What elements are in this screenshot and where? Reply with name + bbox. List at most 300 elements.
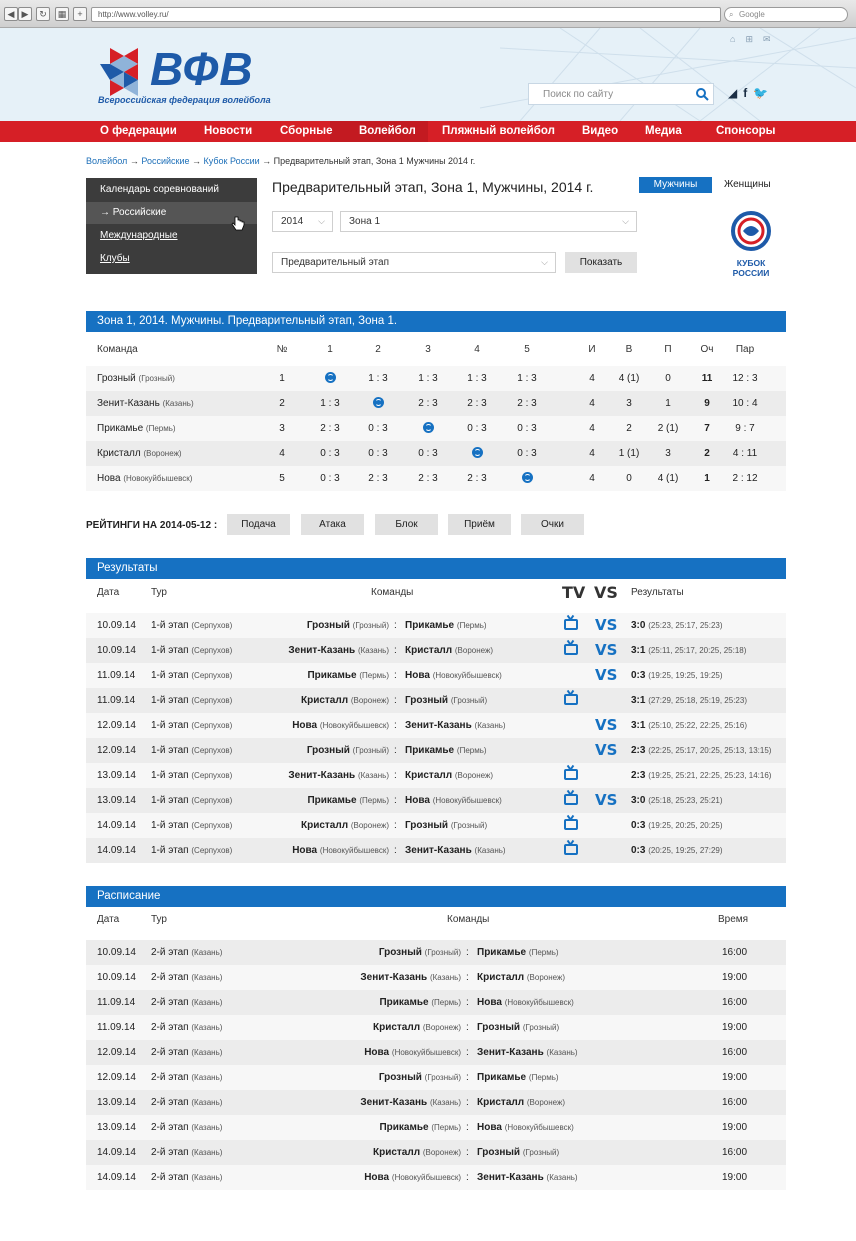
nav-item-beach-volleyball[interactable]: Пляжный волейбол <box>442 125 555 137</box>
result-row[interactable] <box>86 788 786 813</box>
result-row[interactable] <box>86 838 786 863</box>
standings-row[interactable] <box>86 416 786 441</box>
standings-header-row <box>86 337 786 362</box>
away-team-city: (Грозный) <box>522 1148 560 1157</box>
home-team-name[interactable]: Грозный <box>306 745 350 756</box>
away-team-name[interactable]: Нова <box>405 795 430 806</box>
teams-separator: : <box>394 695 397 706</box>
away-team-name[interactable]: Грозный <box>477 1022 521 1033</box>
rating-block-button[interactable]: Блок <box>375 514 438 535</box>
result-row[interactable] <box>86 688 786 713</box>
teams-separator: : <box>394 620 397 631</box>
vs-icon[interactable]: VS <box>595 616 618 634</box>
volleyball-icon-cell <box>507 466 547 491</box>
tv-icon[interactable] <box>564 694 578 705</box>
match-score[interactable]: 2:3 <box>631 770 646 781</box>
standings-row[interactable] <box>86 466 786 491</box>
column-header-tour: Тур <box>151 587 167 598</box>
sidebar-item-international[interactable]: Международные <box>100 230 178 241</box>
column-header-teams: Команды <box>447 914 490 925</box>
tour-city: (Серпухов) <box>191 646 233 655</box>
home-team-cell <box>209 940 461 965</box>
away-team-cell <box>477 1140 559 1165</box>
nav-item-news[interactable]: Новости <box>204 125 253 137</box>
tour-city: (Казань) <box>191 948 223 957</box>
away-team-city: (Пермь) <box>456 746 487 755</box>
results-header-row <box>86 580 786 605</box>
away-team-name[interactable]: Грозный <box>477 1147 521 1158</box>
sets-ratio: 12 : 3 <box>732 373 758 384</box>
games-played: 4 <box>589 373 595 384</box>
home-icon[interactable]: ⌂ <box>730 34 746 44</box>
column-header: Пар <box>735 344 755 355</box>
away-team-cell <box>405 713 506 738</box>
tour-name: 1-й этап <box>151 770 189 781</box>
home-team-city: (Казань) <box>429 1098 461 1107</box>
back-icon[interactable]: ◀ <box>4 7 18 21</box>
result-row[interactable] <box>86 738 786 763</box>
result-row[interactable] <box>86 663 786 688</box>
away-team-cell <box>405 738 487 763</box>
home-team-name[interactable]: Нова <box>292 845 318 856</box>
match-score: 2 : 3 <box>418 473 438 484</box>
tv-cell <box>564 813 578 838</box>
vfv-logo-icon <box>100 48 148 96</box>
standings-title: Зона 1, 2014. Мужчины. Предварительный этап, Зона 1. <box>86 311 786 332</box>
match-score: 0 : 3 <box>418 448 438 459</box>
team-number: 3 <box>279 423 285 434</box>
twitter-icon[interactable]: 🐦 <box>753 86 769 100</box>
match-time: 19:00 <box>722 1122 748 1133</box>
tour-name: 2-й этап <box>151 1147 189 1158</box>
logo-text[interactable]: ВФВ <box>150 43 254 95</box>
away-team-cell <box>477 1065 559 1090</box>
away-team-name[interactable]: Нова <box>477 1122 502 1133</box>
tour-name: 2-й этап <box>151 1122 189 1133</box>
column-header: Команда <box>97 344 138 355</box>
home-team-name[interactable]: Прикамье <box>379 1122 429 1133</box>
wins: 0 <box>626 473 632 484</box>
result-cell <box>631 738 771 763</box>
schedule-row[interactable] <box>86 1140 786 1165</box>
sitemap-icon[interactable]: ⊞ <box>745 34 763 44</box>
tour-city: (Казань) <box>191 1173 223 1182</box>
tour-city: (Казань) <box>191 1098 223 1107</box>
teams-separator: : <box>466 1097 469 1108</box>
home-team-name[interactable]: Нова <box>364 1047 390 1058</box>
away-team-name[interactable]: Зенит-Казань <box>405 845 472 856</box>
vs-icon[interactable]: VS <box>595 666 618 684</box>
rating-reception-button[interactable]: Приём <box>448 514 511 535</box>
nav-item-media[interactable]: Медиа <box>645 125 682 137</box>
home-team-city: (Грозный) <box>352 746 389 755</box>
match-date: 11.09.14 <box>97 670 136 681</box>
team-city: (Новокуйбышевск) <box>123 474 193 483</box>
away-team-cell <box>405 838 506 863</box>
home-team-city: (Новокуйбышевск) <box>319 721 389 730</box>
vs-icon[interactable]: VS <box>595 641 618 659</box>
away-team-name[interactable]: Прикамье <box>477 1072 527 1083</box>
teams-separator: : <box>466 947 469 958</box>
home-team-cell <box>137 663 389 688</box>
match-score[interactable]: 3:0 <box>631 620 646 631</box>
match-date: 11.09.14 <box>97 695 136 706</box>
games-played: 4 <box>589 398 595 409</box>
breadcrumb <box>86 156 475 166</box>
schedule-row[interactable] <box>86 990 786 1015</box>
wins: 4 (1) <box>618 373 640 384</box>
site-search-placeholder: Поиск по сайту <box>543 89 614 100</box>
result-row[interactable] <box>86 813 786 838</box>
team-cell <box>97 366 175 391</box>
browser-search-placeholder: Google <box>739 10 765 19</box>
home-team-city: (Воронеж) <box>350 821 389 830</box>
column-header-result: Результаты <box>631 587 684 598</box>
tour-city: (Серпухов) <box>191 721 233 730</box>
vs-icon[interactable]: VS <box>595 741 618 759</box>
sidebar-item-calendar[interactable]: Календарь соревнований <box>100 184 219 195</box>
nav-item-sponsors[interactable]: Спонсоры <box>716 125 776 137</box>
match-score[interactable]: 0:3 <box>631 670 646 681</box>
column-header-tv: TV <box>562 583 586 602</box>
home-team-name[interactable]: Кристалл <box>300 820 349 831</box>
away-team-name[interactable]: Зенит-Казань <box>477 1047 544 1058</box>
team-city: (Грозный) <box>138 374 175 383</box>
show-button[interactable]: Показать <box>565 252 637 273</box>
home-team-cell <box>209 1090 461 1115</box>
tab-men[interactable]: Мужчины <box>639 177 712 193</box>
tour-city: (Серпухов) <box>191 671 233 680</box>
games-played: 4 <box>589 448 595 459</box>
away-team-name[interactable]: Кристалл <box>405 770 453 781</box>
home-team-cell <box>209 990 461 1015</box>
match-date: 14.09.14 <box>97 820 136 831</box>
site-search-input[interactable] <box>528 83 714 105</box>
home-team-name[interactable]: Нова <box>292 720 318 731</box>
tour-city: (Серпухов) <box>191 696 233 705</box>
away-team-city: (Грозный) <box>522 1023 560 1032</box>
vs-icon[interactable]: VS <box>595 791 618 809</box>
away-team-name[interactable]: Грозный <box>405 820 449 831</box>
nav-item-video[interactable]: Видео <box>582 125 619 137</box>
losses: 4 (1) <box>657 473 679 484</box>
main-nav <box>0 121 856 142</box>
home-team-city: (Казань) <box>357 771 389 780</box>
tv-cell <box>564 788 578 813</box>
result-cell <box>631 838 723 863</box>
breadcrumb-link-cup[interactable]: Кубок России <box>203 156 260 166</box>
match-score[interactable]: 3:1 <box>631 645 646 656</box>
breadcrumb-link-russian[interactable]: Российские <box>141 156 190 166</box>
home-team-cell <box>137 763 389 788</box>
result-cell <box>631 663 723 688</box>
teams-separator: : <box>394 645 397 656</box>
away-team-name[interactable]: Прикамье <box>405 620 455 631</box>
home-team-cell <box>209 1040 461 1065</box>
facebook-icon[interactable]: f <box>743 86 748 100</box>
match-score[interactable]: 0:3 <box>631 845 646 856</box>
home-team-city: (Грозный) <box>352 621 389 630</box>
home-team-city: (Пермь) <box>431 1123 461 1132</box>
set-scores: (22:25, 25:17, 20:25, 25:13, 13:15) <box>648 746 772 755</box>
year-select-value: 2014 <box>281 216 304 227</box>
team-city: (Казань) <box>162 399 194 408</box>
away-team-name[interactable]: Прикамье <box>477 947 527 958</box>
home-team-name[interactable]: Кристалл <box>372 1147 421 1158</box>
points: 11 <box>701 373 713 384</box>
standings-row[interactable] <box>86 441 786 466</box>
match-date: 10.09.14 <box>97 972 136 983</box>
tv-cell <box>564 688 578 713</box>
losses: 1 <box>665 398 671 409</box>
schedule-row[interactable] <box>86 1090 786 1115</box>
sidebar-item-russian[interactable]: → Российские <box>100 207 167 218</box>
set-scores: (19:25, 20:25, 20:25) <box>648 821 723 830</box>
away-team-cell <box>477 1115 574 1140</box>
match-time: 16:00 <box>722 1047 748 1058</box>
column-header-vs: VS <box>594 583 618 602</box>
home-team-name[interactable]: Грозный <box>378 947 422 958</box>
rss-icon[interactable]: ◢ <box>728 86 738 100</box>
match-score[interactable]: 3:1 <box>631 720 646 731</box>
home-team-name[interactable]: Грозный <box>306 620 350 631</box>
team-number: 5 <box>279 473 285 484</box>
away-team-cell <box>477 1040 578 1065</box>
home-team-cell <box>137 738 389 763</box>
schedule-row[interactable] <box>86 1165 786 1190</box>
sidebar-menu <box>86 178 257 274</box>
result-cell <box>631 638 746 663</box>
match-score: 1 : 3 <box>517 373 537 384</box>
vs-icon[interactable]: VS <box>595 716 618 734</box>
schedule-row[interactable] <box>86 1065 786 1090</box>
search-icon[interactable] <box>695 87 709 101</box>
breadcrumb-link-volleyball[interactable]: Волейбол <box>86 156 128 166</box>
away-team-name[interactable]: Нова <box>405 670 430 681</box>
add-tab-icon[interactable]: + <box>73 7 87 21</box>
away-team-city: (Грозный) <box>450 696 488 705</box>
away-team-city: (Воронеж) <box>454 771 494 780</box>
away-team-name[interactable]: Кристалл <box>477 972 525 983</box>
team-city: (Пермь) <box>145 424 176 433</box>
stage-select[interactable] <box>272 252 556 273</box>
home-team-cell <box>209 1140 461 1165</box>
team-name[interactable]: Грозный <box>97 373 136 384</box>
browser-search-field[interactable] <box>724 7 848 22</box>
home-team-name[interactable]: Прикамье <box>307 670 357 681</box>
team-number: 1 <box>279 373 285 384</box>
cup-emblem-icon <box>728 208 774 256</box>
team-name[interactable]: Кристалл <box>97 448 141 459</box>
schedule-row[interactable] <box>86 1015 786 1040</box>
away-team-name[interactable]: Зенит-Казань <box>477 1172 544 1183</box>
result-row[interactable] <box>86 713 786 738</box>
match-date: 12.09.14 <box>97 1047 136 1058</box>
column-header-date: Дата <box>97 914 120 925</box>
home-team-name[interactable]: Зенит-Казань <box>288 645 356 656</box>
match-time: 16:00 <box>722 947 748 958</box>
home-team-name[interactable]: Прикамье <box>307 795 357 806</box>
match-date: 12.09.14 <box>97 745 136 756</box>
column-header: П <box>664 344 672 355</box>
home-team-city: (Новокуйбышевск) <box>319 846 389 855</box>
result-row[interactable] <box>86 613 786 638</box>
match-score: 0 : 3 <box>467 423 487 434</box>
schedule-title: Расписание <box>86 886 786 907</box>
sets-ratio: 4 : 11 <box>732 448 758 459</box>
volleyball-icon-cell <box>358 391 398 416</box>
zone-select[interactable] <box>340 211 637 232</box>
nav-item-volleyball[interactable]: Волейбол <box>359 125 416 137</box>
match-score: 2 : 3 <box>368 473 388 484</box>
away-team-cell <box>405 638 493 663</box>
page-title: Предварительный этап, Зона 1, Мужчины, 2014 г. <box>272 179 594 195</box>
standings-row[interactable] <box>86 391 786 416</box>
tour-name: 1-й этап <box>151 845 189 856</box>
column-header: Оч <box>700 344 714 355</box>
home-team-cell <box>137 788 389 813</box>
home-team-name[interactable]: Кристалл <box>300 695 349 706</box>
home-team-city: (Казань) <box>357 646 389 655</box>
wins: 2 <box>626 423 632 434</box>
match-time: 19:00 <box>722 1022 748 1033</box>
bookmarks-icon[interactable]: ▦ <box>55 7 69 21</box>
match-score: 2 : 3 <box>517 398 537 409</box>
away-team-city: (Новокуйбышевск) <box>432 796 502 805</box>
match-score[interactable]: 3:0 <box>631 795 646 806</box>
home-team-name[interactable]: Зенит-Казань <box>288 770 356 781</box>
team-cell <box>97 416 176 441</box>
home-team-name[interactable]: Грозный <box>378 1072 422 1083</box>
result-row[interactable] <box>86 763 786 788</box>
tour-city: (Казань) <box>191 1048 223 1057</box>
match-score[interactable]: 3:1 <box>631 695 646 706</box>
tv-icon[interactable] <box>564 769 578 780</box>
reload-icon[interactable]: ↻ <box>36 7 50 21</box>
teams-separator: : <box>394 845 397 856</box>
tour-name: 2-й этап <box>151 997 189 1008</box>
tour-city: (Серпухов) <box>191 796 233 805</box>
nav-item-teams[interactable]: Сборные <box>280 125 333 137</box>
home-team-city: (Воронеж) <box>422 1023 461 1032</box>
team-name[interactable]: Нова <box>97 473 121 484</box>
match-score[interactable]: 0:3 <box>631 820 646 831</box>
home-team-cell <box>209 965 461 990</box>
set-scores: (25:18, 25:23, 25:21) <box>648 796 723 805</box>
away-team-city: (Воронеж) <box>454 646 494 655</box>
away-team-name[interactable]: Нова <box>477 997 502 1008</box>
schedule-row[interactable] <box>86 1040 786 1065</box>
home-team-cell <box>137 613 389 638</box>
tv-icon[interactable] <box>564 844 578 855</box>
standings-row[interactable] <box>86 366 786 391</box>
away-team-cell <box>405 688 487 713</box>
schedule-row[interactable] <box>86 940 786 965</box>
home-team-cell <box>137 813 389 838</box>
teams-separator: : <box>394 820 397 831</box>
away-team-city: (Пермь) <box>528 1073 559 1082</box>
away-team-name[interactable]: Прикамье <box>405 745 455 756</box>
year-select[interactable] <box>272 211 333 232</box>
set-scores: (19:25, 19:25, 19:25) <box>648 671 723 680</box>
chevron-down-icon: ⌵ <box>541 257 548 267</box>
search-icon: ⌕ <box>729 10 734 19</box>
match-score: 1 : 3 <box>368 373 388 384</box>
address-bar[interactable]: http://www.volley.ru/ <box>91 7 721 22</box>
forward-icon[interactable]: ▶ <box>18 7 32 21</box>
match-score: 2 : 3 <box>418 398 438 409</box>
match-date: 12.09.14 <box>97 720 136 731</box>
home-team-name[interactable]: Кристалл <box>372 1022 421 1033</box>
sidebar-item-clubs[interactable]: Клубы <box>100 253 130 264</box>
breadcrumb-separator: → <box>129 156 139 166</box>
away-team-cell <box>405 763 493 788</box>
nav-item-federation[interactable]: О федерации <box>100 125 177 137</box>
stage-select-value: Предварительный этап <box>281 257 389 268</box>
away-team-name[interactable]: Грозный <box>405 695 449 706</box>
schedule-row[interactable] <box>86 1115 786 1140</box>
home-team-cell <box>209 1165 461 1190</box>
tv-icon[interactable] <box>564 644 578 655</box>
result-cell <box>631 688 747 713</box>
rating-attack-button[interactable]: Атака <box>301 514 364 535</box>
result-row[interactable] <box>86 638 786 663</box>
tab-women[interactable]: Женщины <box>724 179 771 190</box>
tour-city: (Казань) <box>191 973 223 982</box>
mail-icon[interactable]: ✉ <box>762 34 781 44</box>
tv-icon[interactable] <box>564 794 578 805</box>
volleyball-icon-cell <box>408 416 448 441</box>
match-date: 10.09.14 <box>97 947 136 958</box>
home-team-name[interactable]: Зенит-Казань <box>360 1097 428 1108</box>
team-cell <box>97 391 194 416</box>
match-score: 2 : 3 <box>320 423 340 434</box>
home-team-name[interactable]: Нова <box>364 1172 390 1183</box>
teams-separator: : <box>394 670 397 681</box>
teams-separator: : <box>394 795 397 806</box>
column-header: 2 <box>375 344 381 355</box>
schedule-header-row <box>86 907 786 932</box>
tour-city: (Серпухов) <box>191 746 233 755</box>
team-name[interactable]: Зенит-Казань <box>97 398 160 409</box>
rating-serve-button[interactable]: Подача <box>227 514 290 535</box>
away-team-name[interactable]: Кристалл <box>477 1097 525 1108</box>
match-score[interactable]: 2:3 <box>631 745 646 756</box>
home-team-name[interactable]: Зенит-Казань <box>360 972 428 983</box>
home-team-name[interactable]: Прикамье <box>379 997 429 1008</box>
match-date: 14.09.14 <box>97 1172 136 1183</box>
sets-ratio: 9 : 7 <box>735 423 755 434</box>
schedule-row[interactable] <box>86 965 786 990</box>
away-team-city: (Новокуйбышевск) <box>432 671 502 680</box>
team-name[interactable]: Прикамье <box>97 423 144 434</box>
away-team-name[interactable]: Зенит-Казань <box>405 720 472 731</box>
away-team-name[interactable]: Кристалл <box>405 645 453 656</box>
match-time: 16:00 <box>722 1147 748 1158</box>
away-team-cell <box>405 813 487 838</box>
zone-select-value: Зона 1 <box>349 216 381 227</box>
tv-icon[interactable] <box>564 619 578 630</box>
rating-points-button[interactable]: Очки <box>521 514 584 535</box>
match-time: 19:00 <box>722 1072 748 1083</box>
tour-city: (Казань) <box>191 1023 223 1032</box>
home-team-city: (Грозный) <box>424 948 461 957</box>
match-score: 0 : 3 <box>517 423 537 434</box>
tour-name: 1-й этап <box>151 670 189 681</box>
away-team-cell <box>405 613 487 638</box>
tour-name: 2-й этап <box>151 1022 189 1033</box>
tv-icon[interactable] <box>564 819 578 830</box>
